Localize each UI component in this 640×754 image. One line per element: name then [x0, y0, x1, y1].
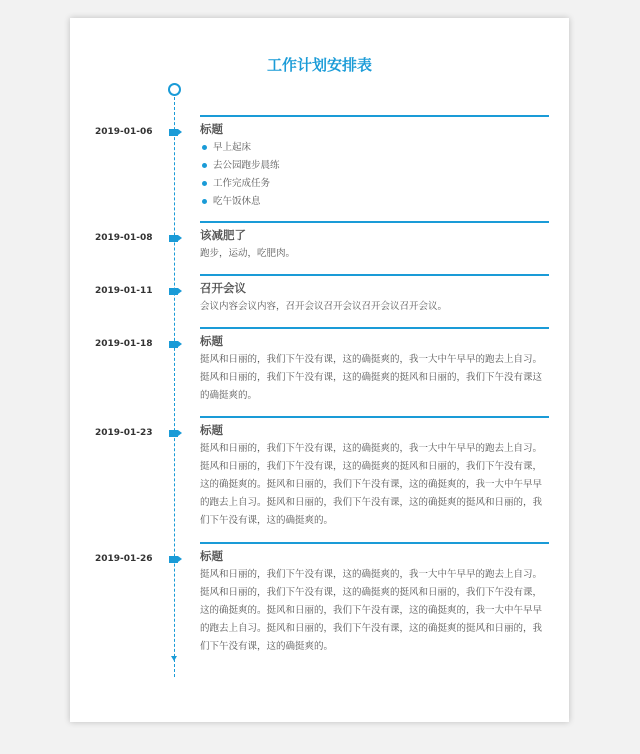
entry-content	[200, 416, 549, 530]
entry-date: 2019-01-08	[95, 233, 153, 243]
entry-text: 挺风和日丽的，我们下午没有课，这的确挺爽的，我一大中午早早的跑去上自习。挺风和日丽的，我们下午没有课，这的确挺爽的挺风和日丽的，我们下午没有课，这的确挺爽的。挺风和日丽的，我们下午没有课，这的确挺爽的，我一大中午早早的跑去上自习。挺风和日丽的，我们下午没有课，这的确挺爽的挺风和日丽的，我们下午没有课，这的确挺爽的。	[200, 443, 543, 526]
list-item: 早上起床	[200, 139, 549, 157]
timeline-axis	[174, 97, 175, 677]
entry-date: 2019-01-11	[95, 286, 153, 296]
entry-date: 2019-01-23	[95, 428, 153, 438]
timeline-start-circle-icon	[168, 83, 181, 96]
entry-content	[200, 115, 549, 211]
entry-content	[200, 542, 549, 656]
timeline-marker-icon	[169, 129, 178, 136]
timeline-marker-icon	[169, 235, 178, 242]
entry-content	[200, 327, 549, 405]
entry-text: 会议内容会议内容，召开会议召开会议召开会议召开会议。	[200, 301, 448, 312]
timeline-end-arrow-icon	[171, 656, 177, 661]
page-title: 工作计划安排表	[266, 56, 372, 74]
entry-bullet-list	[200, 139, 549, 211]
entry-heading: 标题	[200, 334, 223, 348]
entry-heading: 标题	[200, 122, 223, 136]
timeline-marker-icon	[169, 341, 178, 348]
entry-content	[200, 221, 549, 263]
entry-text: 挺风和日丽的，我们下午没有课，这的确挺爽的，我一大中午早早的跑去上自习。挺风和日丽的，我们下午没有课，这的确挺爽的挺风和日丽的，我们下午没有课，这的确挺爽的。挺风和日丽的，我们下午没有课，这的确挺爽的，我一大中午早早的跑去上自习。挺风和日丽的，我们下午没有课，这的确挺爽的挺风和日丽的，我们下午没有课，这的确挺爽的。	[200, 569, 543, 652]
entry-date: 2019-01-26	[95, 554, 153, 564]
document-page	[70, 18, 569, 722]
entry-heading: 标题	[200, 423, 223, 437]
list-item: 吃午饭休息	[200, 193, 549, 211]
entry-heading: 该减肥了	[200, 228, 246, 242]
timeline-marker-icon	[169, 288, 178, 295]
timeline-marker-icon	[169, 430, 178, 437]
entry-heading: 标题	[200, 549, 223, 563]
list-item: 去公园跑步晨练	[200, 157, 549, 175]
entry-heading: 召开会议	[200, 281, 246, 295]
entry-text: 跑步，运动，吃肥肉。	[200, 248, 296, 259]
entry-content	[200, 274, 549, 316]
entry-date: 2019-01-06	[95, 127, 153, 137]
list-item: 工作完成任务	[200, 175, 549, 193]
timeline-marker-icon	[169, 556, 178, 563]
entry-date: 2019-01-18	[95, 339, 153, 349]
entry-text: 挺风和日丽的，我们下午没有课，这的确挺爽的，我一大中午早早的跑去上自习。挺风和日丽的，我们下午没有课，这的确挺爽的挺风和日丽的，我们下午没有课这的确挺爽的。	[200, 354, 543, 401]
